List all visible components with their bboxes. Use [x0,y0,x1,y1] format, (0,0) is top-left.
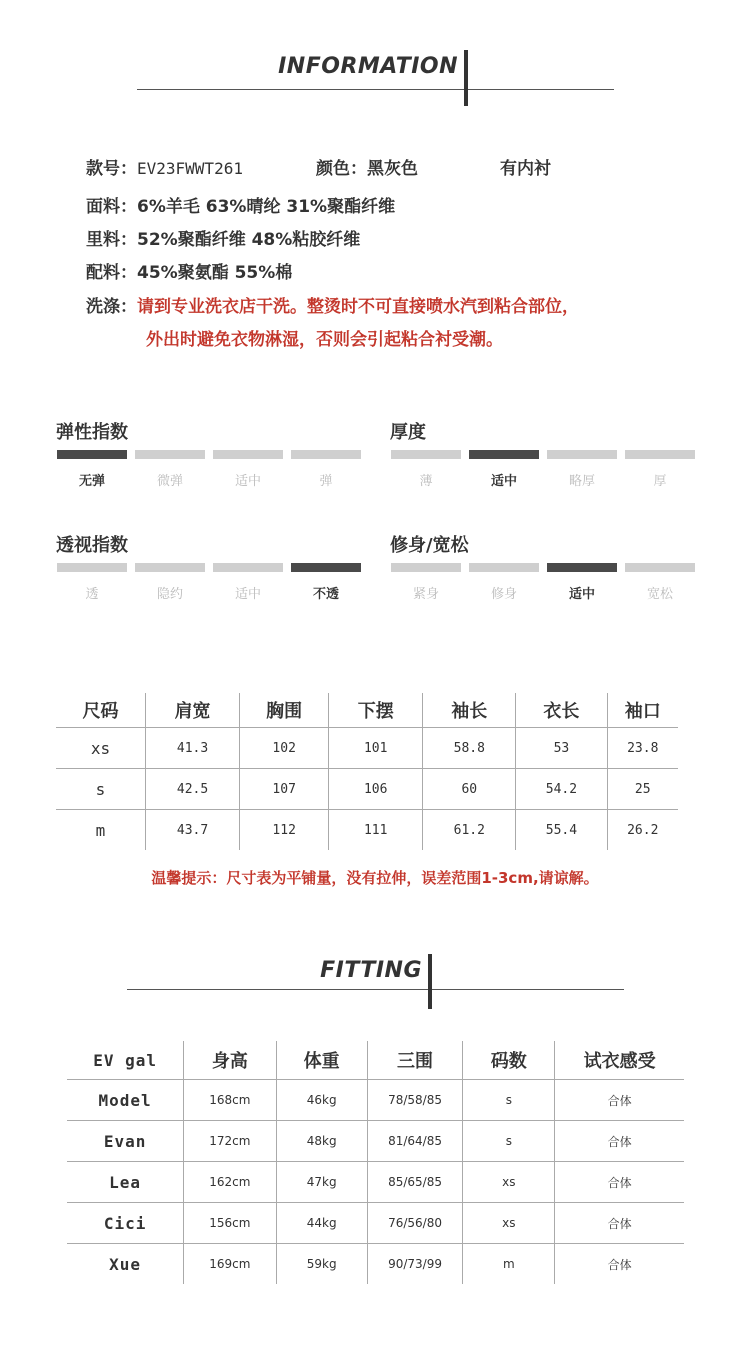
size-cell: 111 [329,810,423,851]
index-bar [135,563,205,572]
fitting-cell: Cici [67,1203,184,1244]
fitting-cell: 156cm [184,1203,276,1244]
fitting-cell: 172cm [184,1121,276,1162]
table-row [56,769,678,810]
fitting-cell: 44kg [276,1203,367,1244]
fitting-cell: Model [67,1080,184,1121]
fitting-title: FITTING [320,958,422,983]
trim-value: 45%聚氨酯 55%棉 [137,263,293,283]
fitting-header-cell: 试衣感受 [583,1051,656,1072]
size-cell: m [56,810,146,851]
fitting-rule [127,989,624,990]
table-row [67,1244,684,1285]
size-header-cell: 袖口 [624,701,661,722]
color-label: 颜色： [316,159,367,179]
table-row [67,1080,684,1121]
fitting-table-header [67,1041,684,1080]
index-bar [625,563,695,572]
size-table [56,693,678,850]
fitting-bar [428,954,432,1009]
size-cell: 107 [240,769,329,810]
index-option-label: 无弹 [78,474,105,489]
fitting-cell: 59kg [276,1244,367,1285]
fitting-header-cell: 身高 [184,1041,276,1080]
index-option-label: 弹 [319,474,333,489]
fitting-cell: 169cm [184,1244,276,1285]
size-cell: s [56,769,146,810]
fitting-header-cell: 码数 [463,1041,555,1080]
information-title: INFORMATION [278,54,458,79]
index-option-label: 修身 [490,587,517,602]
fitting-table [67,1041,684,1284]
fitting-cell: xs [463,1203,555,1244]
fitting-cell: Lea [67,1162,184,1203]
fitting-header-cell: 体重 [276,1041,367,1080]
lining-value: 52%聚酯纤维 48%粘胶纤维 [137,230,361,250]
index-title: 透视指数 [56,535,128,556]
table-row [67,1121,684,1162]
size-cell: 55.4 [516,810,607,851]
fitting-cell: 合体 [555,1203,684,1244]
table-row [56,810,678,851]
size-cell: xs [56,728,146,769]
index-option-label: 适中 [234,587,261,602]
fitting-cell: Xue [67,1244,184,1285]
index-bar [213,450,283,459]
color-value: 黑灰色 [367,159,418,179]
size-cell: 112 [240,810,329,851]
index-bar [625,450,695,459]
index-option-label: 略厚 [568,474,595,489]
lining-label: 里料： [86,230,137,250]
index-option-label: 适中 [490,474,517,489]
fitting-cell: 合体 [555,1080,684,1121]
fabric-value: 6%羊毛 63%晴纶 31%聚酯纤维 [137,197,396,217]
size-table-header [56,693,678,728]
info-line-trim [86,258,292,283]
fitting-cell: xs [463,1162,555,1203]
fitting-cell: 合体 [555,1121,684,1162]
index-option-label: 厚 [653,474,667,489]
index-option-label: 微弹 [156,474,183,489]
index-bar [57,450,127,459]
size-cell: 41.3 [146,728,240,769]
info-line-wash [86,292,579,317]
index-title: 修身/宽松 [390,535,469,556]
index-option-label: 不透 [312,587,339,602]
size-notice: 温馨提示：尺寸表为平铺量，没有拉伸，误差范围1-3cm,请谅解。 [151,869,599,887]
wash-line-1: 请到专业洗衣店干洗。整烫时不可直接喷水汽到粘合部位， [137,297,579,317]
fitting-cell: 81/64/85 [367,1121,462,1162]
index-bar [213,563,283,572]
index-option-label: 紧身 [412,587,439,602]
table-row [56,728,678,769]
index-bar [391,563,461,572]
wash-label: 洗涤： [86,297,137,317]
size-cell: 61.2 [423,810,516,851]
size-cell: 23.8 [607,728,678,769]
fitting-cell: 76/56/80 [367,1203,462,1244]
fitting-cell: 合体 [555,1244,684,1285]
index-bar [391,450,461,459]
size-header-cell: 尺码 [56,693,146,728]
index-bar [291,563,361,572]
index-option-label: 宽松 [646,587,673,602]
size-cell: 54.2 [516,769,607,810]
fitting-cell: 78/58/85 [367,1080,462,1121]
style-value: EV23FWWT261 [137,159,243,178]
size-header-cell: 下摆 [329,693,423,728]
size-header-cell: 袖长 [423,693,516,728]
size-cell: 60 [423,769,516,810]
size-cell: 102 [240,728,329,769]
fitting-cell: Evan [67,1121,184,1162]
size-cell: 58.8 [423,728,516,769]
index-option-label: 薄 [419,474,433,489]
table-row [67,1162,684,1203]
index-bar [547,450,617,459]
index-bar [469,450,539,459]
fitting-header-cell: EV gal [67,1041,184,1080]
fitting-cell: 85/65/85 [367,1162,462,1203]
fitting-cell: 46kg [276,1080,367,1121]
trim-label: 配料： [86,263,137,283]
style-label: 款号： [86,159,137,179]
index-bar [469,563,539,572]
size-header-cell: 衣长 [516,693,607,728]
fitting-cell: 合体 [555,1162,684,1203]
information-bar [464,50,468,106]
index-bar [291,450,361,459]
index-option-label: 隐约 [156,587,183,602]
size-header-cell: 胸围 [240,693,329,728]
index-title: 弹性指数 [56,422,128,443]
fabric-label: 面料： [86,197,137,217]
info-line-fabric [86,192,395,217]
fitting-cell: 162cm [184,1162,276,1203]
index-option-label: 透 [85,587,99,602]
index-bar [135,450,205,459]
fitting-cell: 168cm [184,1080,276,1121]
index-bar [57,563,127,572]
wash-line-2: 外出时避免衣物淋湿，否则会引起粘合衬受潮。 [146,330,503,350]
fitting-cell: m [463,1244,555,1285]
fitting-header-cell: 三围 [367,1041,462,1080]
index-option-label: 适中 [568,587,595,602]
fitting-cell: 47kg [276,1162,367,1203]
size-cell: 42.5 [146,769,240,810]
fitting-cell: 90/73/99 [367,1244,462,1285]
index-option-label: 适中 [234,474,261,489]
index-bar [547,563,617,572]
size-cell: 43.7 [146,810,240,851]
size-header-cell: 肩宽 [146,693,240,728]
fitting-cell: s [463,1080,555,1121]
size-cell: 25 [607,769,678,810]
fitting-cell: s [463,1121,555,1162]
info-line-color [316,154,418,179]
index-title: 厚度 [390,422,426,443]
info-line-style [86,154,243,179]
size-cell: 101 [329,728,423,769]
size-cell: 26.2 [607,810,678,851]
lining-note: 有内衬 [500,159,551,179]
fitting-cell: 48kg [276,1121,367,1162]
size-cell: 106 [329,769,423,810]
info-line-lining [86,225,360,250]
size-cell: 53 [516,728,607,769]
information-rule [137,89,614,90]
table-row [67,1203,684,1244]
